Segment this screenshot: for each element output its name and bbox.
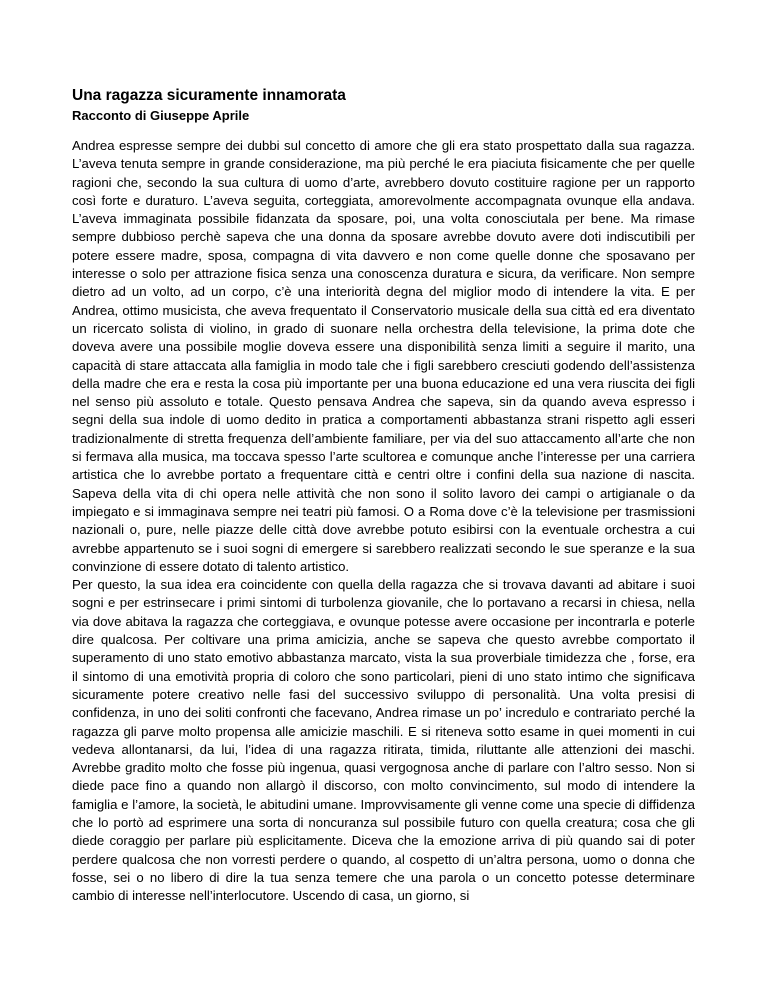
- story-title: Una ragazza sicuramente innamorata: [72, 87, 346, 104]
- paragraph: Andrea espresse sempre dei dubbi sul concetto di amore che gli era stato prospettato dalla sua ragazza. L’aveva tenuta sempre in grande considerazione, ma più perché le era piaciuta fisicamente che per quelle ragioni che, secondo la sua cultura di uomo d’arte, avrebbero dovuto costituire ragione per un rapporto così forte e duraturo. L’aveva seguita, corteggiata, amorevolmente accompagnata ovunque ella andava. L’aveva immaginata possibile fidanzata da sposare, poi, una volta conosciutala per bene. Ma rimase sempre dubbioso perchè sapeva che una donna da sposare avrebbe dovuto avere doti indiscutibili per potere essere madre, sposa, compagna di vita davvero e non come quelle donne che sposavano per interesse o solo per attrazione fisica senza una conoscenza duratura e sicura, da verificare. Non sempre dietro ad un volto, ad un corpo, c’è una interiorità degna del miglior modo di intendere la vita. E per Andrea, ottimo musicista, che aveva frequentato il Conservatorio musicale della sua città ed era diventato un ricercato solista di violino, in grado di suonare nella orchestra della televisione, la prima dote che doveva avere una possibile moglie doveva essere una disponibilità senza limiti a seguire il marito, una capacità di stare attaccata alla famiglia in modo tale che i figli sarebbero cresciuti godendo dell’assistenza della madre che era e resta la cosa più importante per una buona educazione ed una vera riuscita dei figli nel senso più assoluto e totale. Questo pensava Andrea che sapeva, sin da quando aveva espresso i segni della sua indole di uomo dedito in pratica a comportamenti abbastanza strani rispetto agli esseri tradizionalmente di stretta frequenza dell’ambiente familiare, per via del suo attaccamento all’arte che non si fermava alla musica, ma toccava spesso l’arte scultorea e comunque anche l’interesse per una carriera artistica che lo avrebbe portato a frequentare città e centri oltre i confini della sua nazione di nascita. Sapeva della vita di chi opera nelle attività che non sono il solito lavoro dei campi o artigianale o da impiegato e si immaginava sempre nei teatri più famosi. O a Roma dove c’è la televisione per trasmissioni nazionali o, pure, nelle piazze delle città dove avrebbe potuto esibirsi con la eventuale orchestra a cui avrebbe appartenuto se i suoi sogni di emergere si sarebbero realizzati secondo le sue speranze e la sua convinzione di essere dotato di talento artistico.: [72, 138, 695, 574]
- story-body: [72, 137, 695, 905]
- paragraph: Per questo, la sua idea era coincidente con quella della ragazza che si trovava davanti ad abitare i suoi sogni e per estrinsecare i primi sintomi di turbolenza giovanile, che lo portavano a recarsi in chiesa, nella via dove abitava la ragazza che corteggiava, e ovunque potesse avere occasione per incontrarla e poterle dire qualcosa. Per coltivare una prima amicizia, anche se sapeva che questo avrebbe comportato il superamento di uno stato emotivo abbastanza marcato, vista la sua proverbiale timidezza che , forse, era il sintomo di una emotività propria di coloro che sono particolari, pieni di uno stato intimo che significava sicuramente potere creativo nelle fasi del successivo sviluppo di personalità. Una volta presisi di confidenza, in uno dei soliti confronti che facevano, Andrea rimase un po’ incredulo e contrariato perché la ragazza gli parve molto propensa alle amicizie maschili. E si riteneva sotto esame in quei momenti in cui vedeva allontanarsi, da lui, l’idea di una ragazza ritirata, timida, riluttante alle attenzioni dei maschi. Avrebbe gradito molto che fosse più ingenua, quasi vergognosa anche di parlare con l’altro sesso. Non si diede pace fino a quando non allargò il discorso, con molto convincimento, sul modo di intendere la famiglia e l’amore, la società, le abitudini umane. Improvvisamente gli venne come una specie di diffidenza che lo portò ad esprimere una sorta di noncuranza sul possibile futuro con quella creatura; cosa che gli diede coraggio per parlare più esplicitamente. Diceva che la emozione arriva di più quando sai di poter perdere qualcosa che non vorresti perdere o quando, al cospetto di un’altra persona, uomo o donna che fosse, sei o no libero di dire la tua senza temere che una parola o un concetto potesse determinare cambio di interesse nell’interlocutore. Uscendo di casa, un giorno, si: [72, 577, 695, 904]
- story-author-line: Racconto di Giuseppe Aprile: [72, 108, 250, 123]
